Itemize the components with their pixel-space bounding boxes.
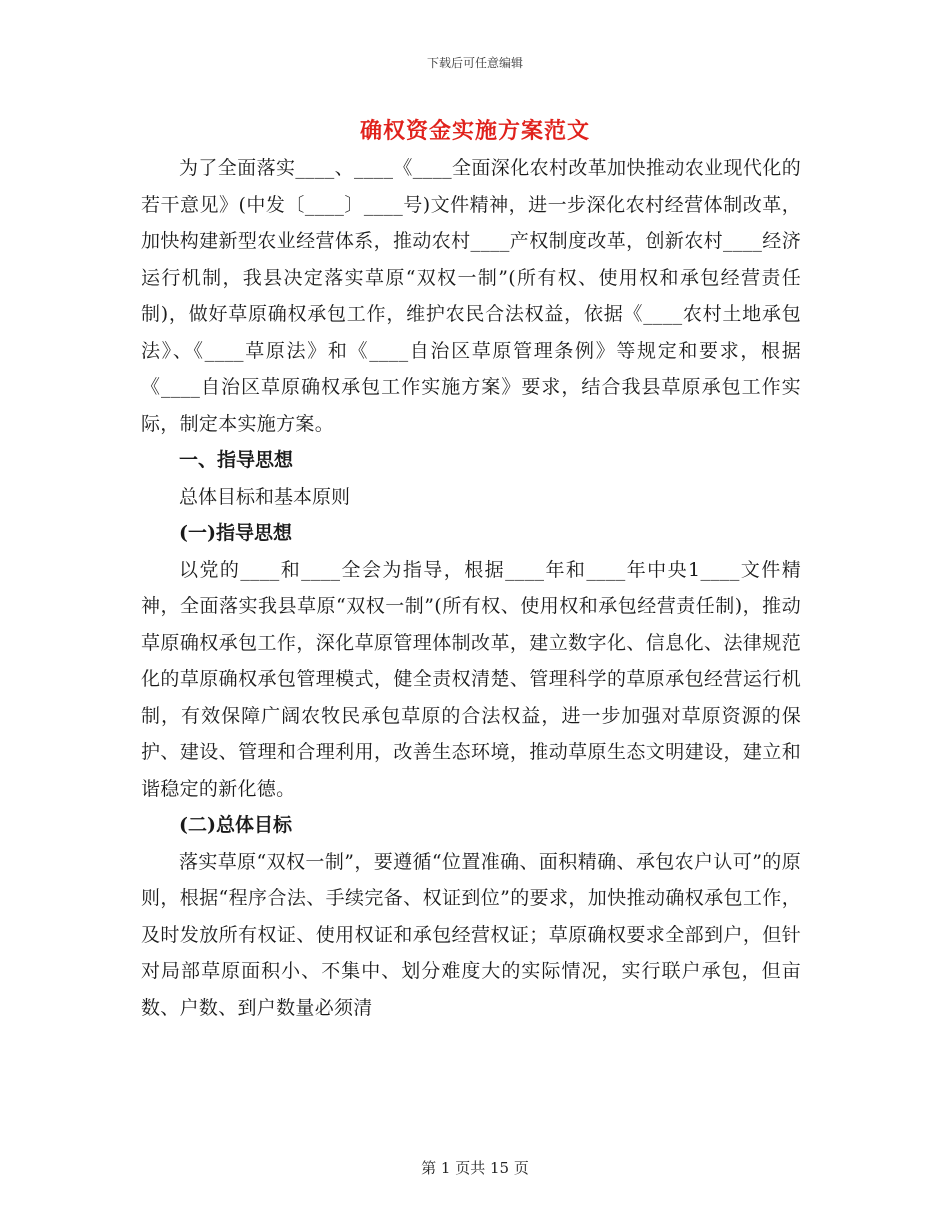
page-number: 第 1 页共 15 页 — [421, 1159, 529, 1177]
section-heading-guiding-ideology: 一、指导思想 — [179, 449, 294, 471]
header-note: 下载后可任意编辑 — [426, 56, 523, 70]
subsection-heading-1: (一)指导思想 — [179, 522, 292, 544]
document-body — [141, 150, 801, 1026]
section-subheading: 总体目标和基本原则 — [179, 485, 351, 508]
subsection-1-paragraph: 以党的____和____全会为指导，根据____年和____年中央1____文件精神，全面落实我县草原“双权一制”(所有权、使用权和承包经营责任制)，推动草原确权承包工作，深化草原管理体制改革，建立数字化、信息化、法律规范化的草原确权承包管理模式，健全责权清楚、管理科学的草原承包经营运行机制，有效保障广阔农牧民承包草原的合法权益，进一步加强对草原资源的保护、建设、管理和合理利用，改善生态环境，推动草原生态文明建设，建立和谐稳定的新化德。 — [141, 558, 801, 800]
document-title: 确权资金实施方案范文 — [359, 118, 590, 144]
intro-paragraph: 为了全面落实____、____《____全面深化农村改革加快推动农业现代化的若干意见》(中发〔____〕____号)文件精神，进一步深化农村经营体制改革，加快构建新型农业经营体系，推动农村____产权制度改革，创新农村____经济运行机制，我县决定落实草原“双权一制”(所有权、使用权和承包经营责任制)，做好草原确权承包工作，维护农民合法权益，依据《____农村土地承包法》、《____草原法》和《____自治区草原管理条例》等规定和要求，根据《____自治区草原确权承包工作实施方案》要求，结合我县草原承包工作实际，制定本实施方案。 — [141, 157, 801, 435]
subsection-heading-2: (二)总体目标 — [179, 814, 292, 836]
subsection-2-paragraph: 落实草原“双权一制”，要遵循“位置准确、面积精确、承包农户认可”的原则，根据“程序合法、手续完备、权证到位”的要求，加快推动确权承包工作，及时发放所有权证、使用权证和承包经营权证；草原确权要求全部到户，但针对局部草原面积小、不集中、划分难度大的实际情况，实行联户承包，但亩数、户数、到户数量必须清 — [141, 850, 801, 1019]
